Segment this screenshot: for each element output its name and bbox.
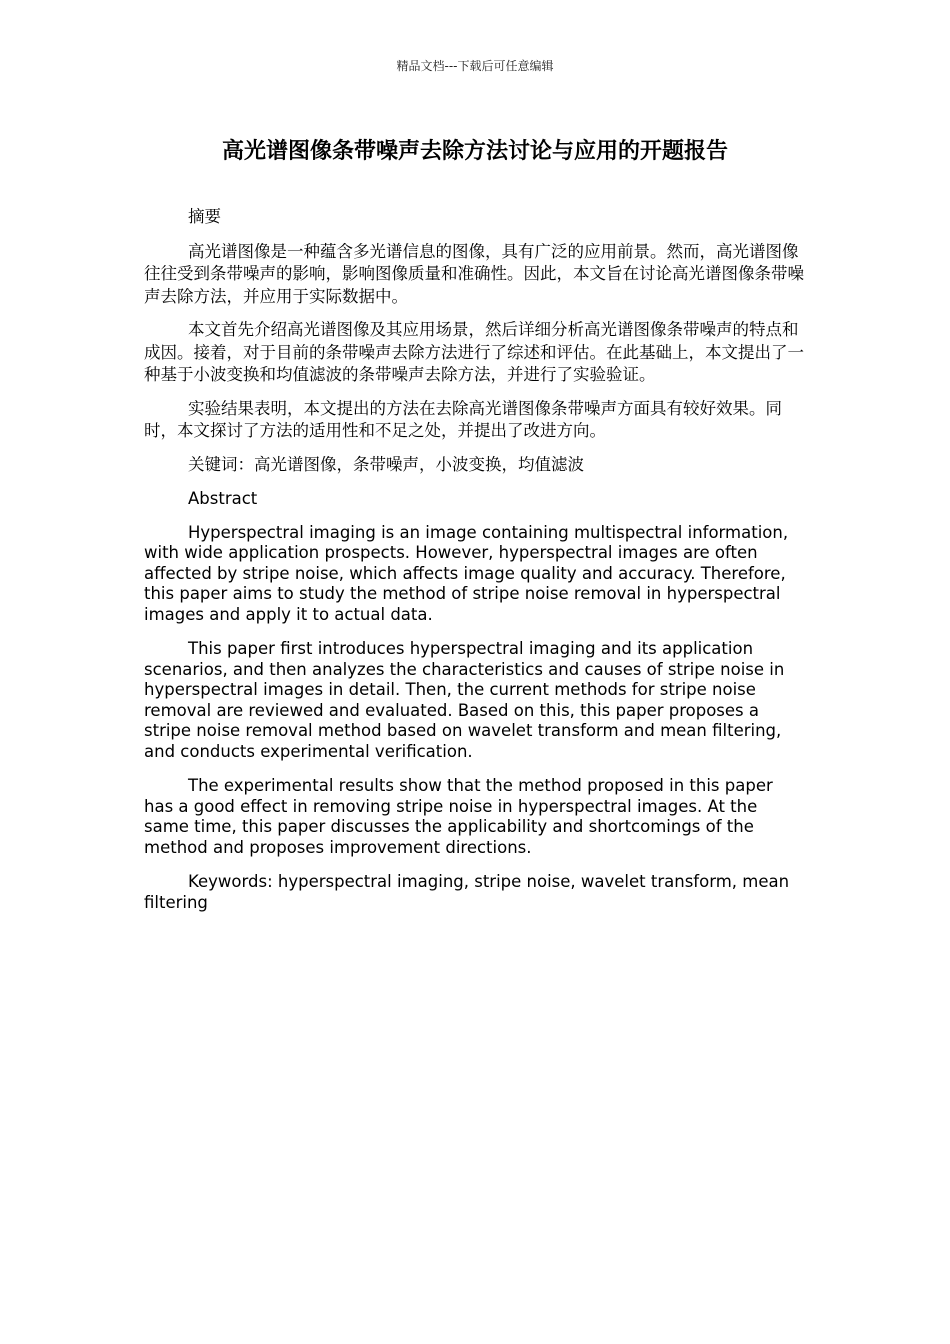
document-title: 高光谱图像条带噪声去除方法讨论与应用的开题报告 — [221, 139, 728, 164]
abstract-cn-paragraph-3: 实验结果表明，本文提出的方法在去除高光谱图像条带噪声方面具有较好效果。同时，本文探讨了方法的适用性和不足之处，并提出了改进方向。 — [144, 398, 782, 440]
abstract-cn-paragraph-1: 高光谱图像是一种蕴含多光谱信息的图像，具有广泛的应用前景。然而，高光谱图像往往受到条带噪声的影响，影响图像质量和准确性。因此，本文旨在讨论高光谱图像条带噪声去除方法，并应用于实际数据中。 — [144, 241, 804, 306]
document-body — [144, 206, 806, 927]
abstract-en-paragraph-2: This paper first introduces hyperspectral imaging and its application scenarios, and then analyzes the characteristics and causes of stripe noise in hyperspectral images in detail. Then, the current methods for stripe noise removal are reviewed and evaluated. Based on this, this paper proposes a stripe noise removal method based on wavelet transform and mean filtering, and conducts experimental verification. — [144, 639, 785, 761]
abstract-en-paragraph-3: The experimental results show that the method proposed in this paper has a good effect in removing stripe noise in hyperspectral images. At the same time, this paper discusses the applicability and shortcomings of the method and proposes improvement directions. — [144, 776, 773, 857]
abstract-en-paragraph-1: Hyperspectral imaging is an image containing multispectral information, with wide application prospects. However, hyperspectral images are often affected by stripe noise, which affects image quality and accuracy. Therefore, this paper aims to study the method of stripe noise removal in hyperspectral images and apply it to actual data. — [144, 522, 789, 624]
keywords-en: Keywords: hyperspectral imaging, stripe noise, wavelet transform, mean filtering — [144, 872, 790, 912]
abstract-cn-heading: 摘要 — [188, 207, 221, 226]
abstract-en-heading: Abstract — [188, 489, 258, 508]
keywords-cn: 关键词：高光谱图像，条带噪声，小波变换，均值滤波 — [188, 454, 584, 474]
abstract-cn-paragraph-2: 本文首先介绍高光谱图像及其应用场景，然后详细分析高光谱图像条带噪声的特点和成因。接着，对于目前的条带噪声去除方法进行了综述和评估。在此基础上，本文提出了一种基于小波变换和均值滤波的条带噪声去除方法，并进行了实验验证。 — [144, 320, 804, 384]
header-note: 精品文档---下载后可任意编辑 — [396, 59, 554, 73]
